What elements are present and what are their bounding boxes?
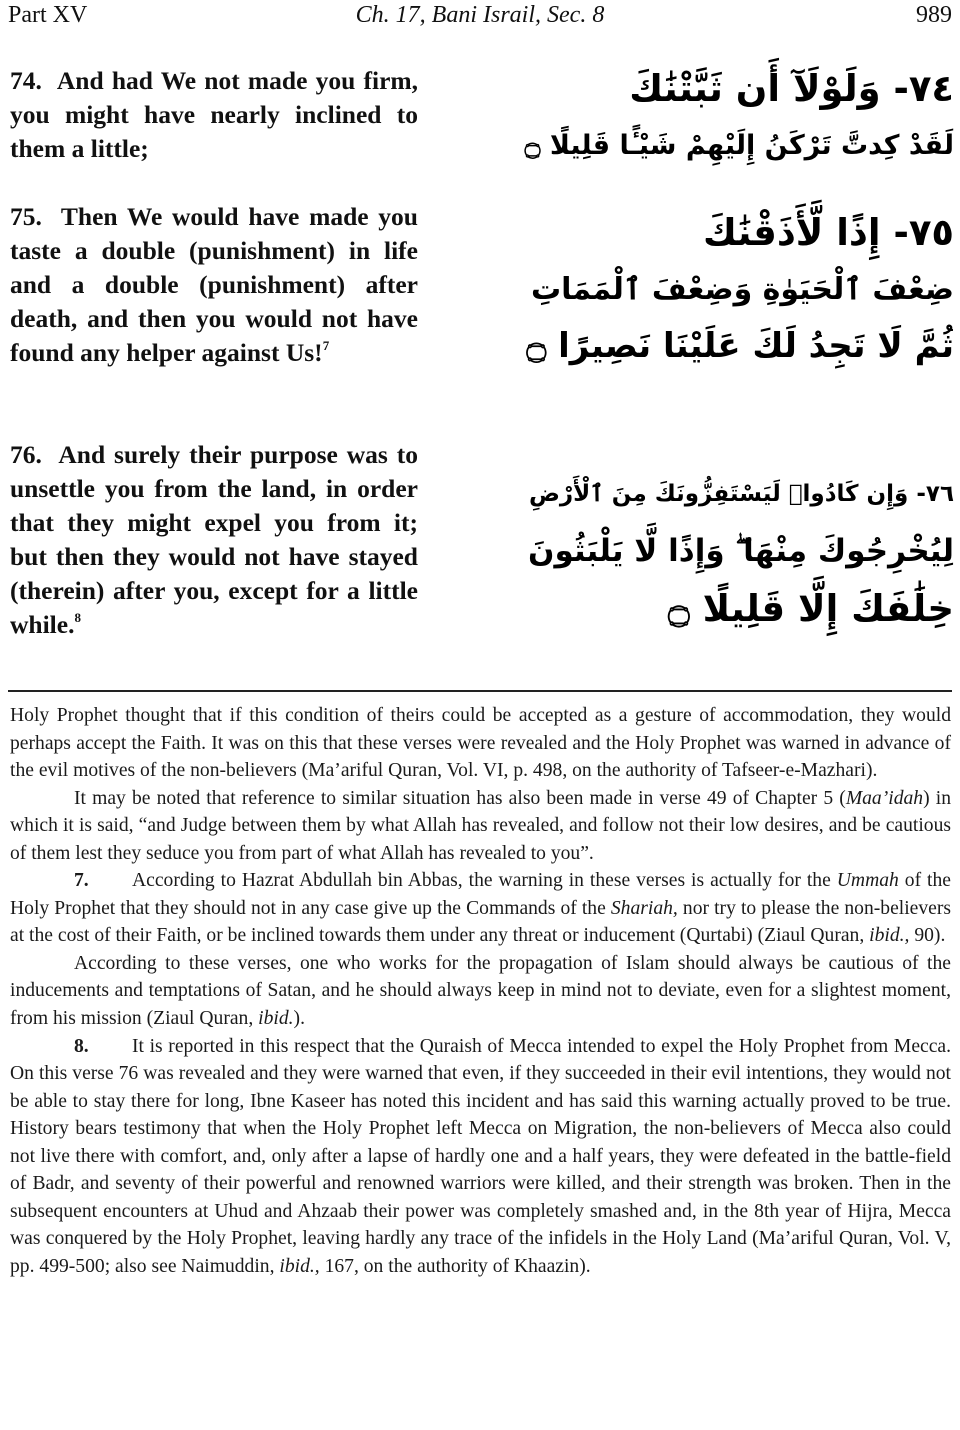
verse-text: Then We would have made you taste a double (punishment) in life and a double (punishment) after death, and then you would not have found any helper against Us! xyxy=(10,202,418,367)
arabic-line: ثُمَّ لَا تَجِدُ لَكَ عَلَيْنَا نَصِيرًا ۝ xyxy=(526,326,954,366)
arabic-line: ضِعْفَ ٱلْحَيَوٰةِ وَضِعْفَ ٱلْمَمَاتِ xyxy=(531,272,954,307)
verse-number: 75. xyxy=(10,202,42,231)
verse-text: And surely their purpose was to unsettle you from the land, in order that they might expel you from it; but then they would not have stayed (therein) after you, except for a little while. xyxy=(10,440,419,639)
note-paragraph: According to these verses, one who works for the propagation of Islam should always be cautious of the inducements and temptations of Satan, and he should always keep in mind not to deviate, even for a slightest moment, from his mission (Ziaul Quran, ibid.). xyxy=(10,952,951,1030)
verse-number: 76. xyxy=(10,440,42,469)
verse-75-arabic xyxy=(524,204,954,375)
verse-74-translation xyxy=(10,64,418,166)
verse-76-translation xyxy=(10,438,418,642)
page-header xyxy=(8,2,952,36)
verse-75-translation xyxy=(10,200,418,370)
arabic-line: ٧٤- وَلَوْلَآ أَن ثَبَّتْنَٰكَ xyxy=(629,67,954,110)
note-paragraph: Holy Prophet thought that if this condition of theirs could be accepted as a gesture of accommodation, they would perhaps accept the Faith. It was on this that these verses were revealed and the Holy Prophet was warned in advance of the evil motives of the non-believers (Ma’ariful Quran, Vol. VI, p. 498, on the authority of Tafseer-e-Mazhari). xyxy=(10,705,951,782)
verse-74-arabic xyxy=(524,60,954,174)
arabic-line: خِلَٰفَكَ إِلَّا قَلِيلًا ۝ xyxy=(668,587,954,630)
note-number: 8. xyxy=(74,1035,89,1057)
note-paragraph: It may be noted that reference to similar situation has also been made in verse 49 of Chapter 5 (Maa’idah) in which it is said, “and Judge between them by what Allah has revealed, and follow not their low desires, and be cautious of them lest they seduce you from part of what Allah has revealed to you”. xyxy=(10,787,952,864)
footnote-marker: 7 xyxy=(322,337,330,353)
part-label: Part XV xyxy=(8,2,88,28)
verse-text: And had We not made you firm, you might have nearly inclined to them a little; xyxy=(10,66,419,163)
arabic-line: لِيُخْرِجُوكَ مِنْهَا ۖ وَإِذًا لَّا يَلْبَثُونَ xyxy=(528,533,954,569)
arabic-line: لَقَدْ كِدتَّ تَرْكَنُ إِلَيْهِمْ شَيْـًٔا قَلِيلًا ۝ xyxy=(524,130,954,161)
note-7: 7. According to Hazrat Abdullah bin Abbas, the warning in these verses is actually for the Ummah of the Holy Prophet that they should not in any case give up the Commands of the Shariah, nor try to please the non-believers at the cost of their Faith, or be inclined towards them under any threat or inducement (Qurtabi) (Ziaul Quran, ibid., 90). xyxy=(10,867,951,950)
footnote-marker: 8 xyxy=(74,609,81,625)
note-number: 7. xyxy=(74,870,89,892)
page-number: 989 xyxy=(916,2,952,28)
arabic-line: ٧٥- إِذًا لَّأَذَقْنَٰكَ xyxy=(703,211,954,254)
verse-76-arabic xyxy=(524,466,954,637)
verse-number: 74. xyxy=(10,66,42,95)
arabic-line: ٧٦- وَإِن كَادُوا۟ لَيَسْتَفِزُّونَكَ مِنَ ٱلْأَرْضِ xyxy=(528,481,954,507)
chapter-title: Ch. 17, Bani Israil, Sec. 8 xyxy=(355,2,605,28)
commentary-notes xyxy=(10,702,951,1280)
divider-rule xyxy=(8,690,952,692)
note-8: 8. It is reported in this respect that the Quraish of Mecca intended to expel the Holy Prophet from Mecca. On this verse 76 was revealed and they were warned that even, if they succeeded in their evil intentions, they would not be able to stay there for long, Ibne Kaseer has noted this incident and has said this warning actually proved to be true. History bears testimony that when the Holy Prophet left Mecca on Migration, the non-believers of Mecca also could not live there with comfort, and, only after a lapse of hardly one and a half years, they were defeated in the battle-field of Badr, and seventy of their powerful and renowned warriors were killed, and their strength was broken. Then in the subsequent encounters at Uhud and Ahzaab their power was completely smashed and, in the 8th year of Hijra, Mecca was conquered by the Holy Prophet, leaving hardly any trace of the infidels in the Holy Land (Ma’ariful Quran, Vol. V, pp. 499-500; also see Naimuddin, ibid., 167, on the authority of Khaazin). xyxy=(10,1033,951,1281)
